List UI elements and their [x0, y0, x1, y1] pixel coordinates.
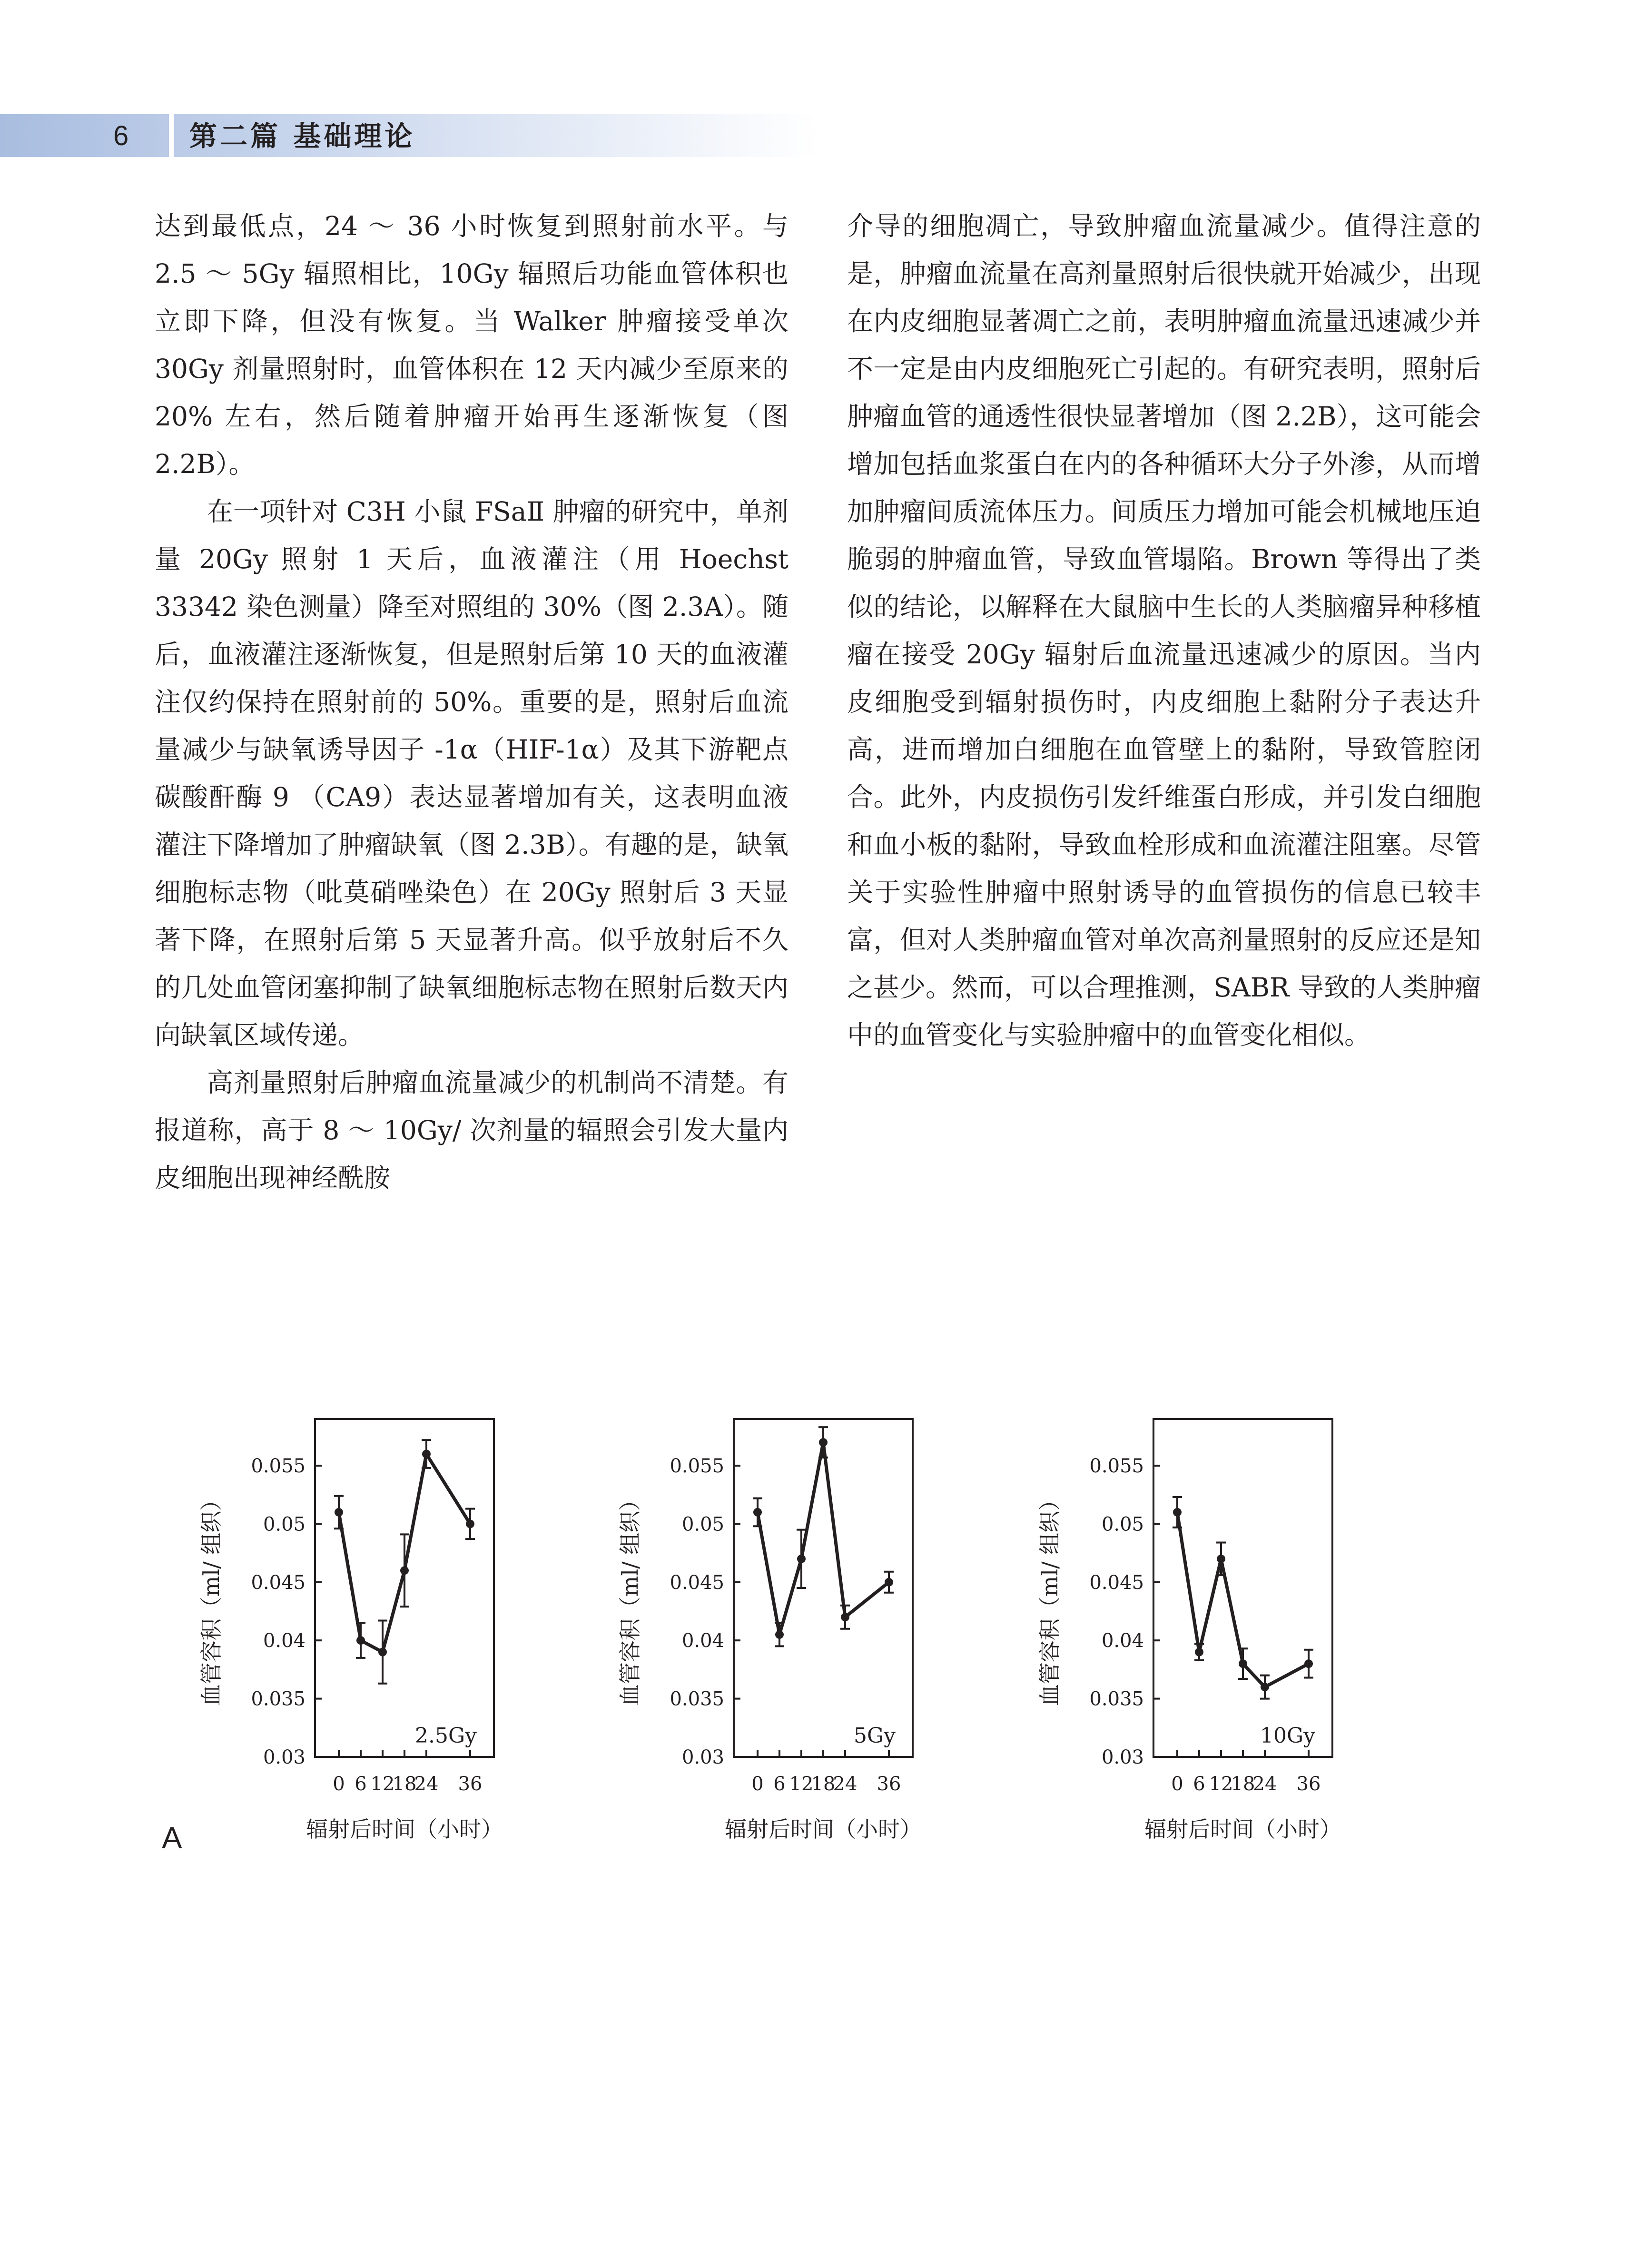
y-tick-label: 0.05 [1101, 1513, 1144, 1536]
header-divider [169, 114, 174, 157]
y-tick-label: 0.05 [681, 1513, 724, 1536]
y-tick-label: 0.045 [1089, 1571, 1144, 1594]
data-point [422, 1450, 431, 1458]
data-point [1195, 1648, 1203, 1657]
data-point [1239, 1659, 1247, 1668]
x-tick-label: 24 [414, 1773, 439, 1795]
section-title: 第二篇 基础理论 [189, 120, 415, 152]
data-point [753, 1508, 762, 1517]
data-point [356, 1636, 365, 1645]
paragraph: 在一项针对 C3H 小鼠 FSaⅡ 肿瘤的研究中，单剂量 20Gy 照射 1 天后，血液灌注（用 Hoechst 33342 染色测量）降至对照组的 30%（图 2.3A）。随后，血液灌注逐渐恢复，但是照射后第 10 天的血液灌注仅约保持在照射前的 50%。重要的是，照射后血流量减少与缺氧诱导因子 -1α（HIF-1α）及其下游靶点碳酸酐酶 9 （CA9）表达显著增加有关，这表明血液灌注下降增加了肿瘤缺氧（图 2.3B）。有趣的是，缺氧细胞标志物（吡莫硝唑染色）在 20Gy 照射后 3 天显著下降，在照射后第 5 天显著升高。似乎放射后不久的几处血管闭塞抑制了缺氧细胞标志物在照射后数天内向缺氧区域传递。 [155, 496, 788, 1050]
y-tick-label: 0.03 [1101, 1746, 1144, 1768]
x-tick-label: 36 [1296, 1773, 1321, 1795]
y-tick-label: 0.04 [681, 1630, 724, 1652]
y-tick-label: 0.045 [251, 1571, 306, 1594]
y-tick-label: 0.04 [1101, 1630, 1144, 1652]
y-tick-label: 0.055 [670, 1455, 724, 1477]
y-tick-label: 0.03 [263, 1746, 306, 1768]
y-axis-label: 血管容积（ml/ 组织） [1037, 1489, 1063, 1706]
data-point [1173, 1508, 1182, 1517]
figure-charts [152, 1409, 1485, 1865]
data-point [1261, 1683, 1269, 1691]
x-tick-label: 18 [811, 1773, 836, 1795]
x-tick-label: 18 [392, 1773, 417, 1795]
data-point [378, 1648, 387, 1657]
left-column [155, 202, 788, 1202]
x-axis-label: 辐射后时间（小时） [306, 1816, 503, 1842]
data-point [1217, 1555, 1225, 1563]
x-tick-label: 12 [370, 1773, 395, 1795]
data-point [335, 1508, 343, 1517]
right-column [847, 202, 1481, 1059]
data-point [1304, 1659, 1313, 1668]
data-point [466, 1519, 474, 1528]
x-tick-label: 12 [789, 1773, 814, 1795]
figure-2-3a [152, 1409, 1485, 1865]
x-tick-label: 18 [1231, 1773, 1255, 1795]
y-axis-label: 血管容积（ml/ 组织） [198, 1489, 224, 1706]
paragraph: 高剂量照射后肿瘤血流量减少的机制尚不清楚。有报道称，高于 8 ～ 10Gy/ 次剂量的辐照会引发大量内皮细胞出现神经酰胺 [155, 1067, 788, 1193]
x-tick-label: 0 [333, 1773, 345, 1795]
x-axis-label: 辐射后时间（小时） [725, 1816, 922, 1842]
x-tick-label: 0 [751, 1773, 764, 1795]
y-axis-label: 血管容积（ml/ 组织） [617, 1489, 643, 1706]
paragraph: 介导的细胞凋亡，导致肿瘤血流量减少。值得注意的是，肿瘤血流量在高剂量照射后很快就开始减少，出现在内皮细胞显著凋亡之前，表明肿瘤血流量迅速减少并不一定是由内皮细胞死亡引起的。有研究表明，照射后肿瘤血管的通透性很快显著增加（图 2.2B），这可能会增加包括血浆蛋白在内的各种循环大分子外渗，从而增加肿瘤间质流体压力。间质压力增加可能会机械地压迫脆弱的肿瘤血管，导致血管塌陷。Brown 等得出了类似的结论，以解释在大鼠脑中生长的人类脑瘤异种移植瘤在接受 20Gy 辐射后血流量迅速减少的原因。当内皮细胞受到辐射损伤时，内皮细胞上黏附分子表达升高，进而增加白细胞在血管壁上的黏附，导致管腔闭合。此外，内皮损伤引发纤维蛋白形成，并引发白细胞和血小板的黏附，导致血栓形成和血流灌注阻塞。尽管关于实验性肿瘤中照射诱导的血管损伤的信息已较丰富，但对人类肿瘤血管对单次高剂量照射的反应还是知之甚少。然而，可以合理推测，SABR 导致的人类肿瘤中的血管变化与实验肿瘤中的血管变化相似。 [847, 211, 1481, 1050]
y-tick-label: 0.03 [681, 1746, 724, 1768]
data-point [400, 1566, 409, 1575]
x-tick-label: 6 [355, 1773, 367, 1795]
chart-panel-10Gy [1037, 1419, 1341, 1842]
x-axis-label: 辐射后时间（小时） [1144, 1816, 1341, 1842]
page-number: 6 [113, 120, 129, 151]
chart-panel-5Gy [617, 1419, 922, 1842]
data-point [885, 1578, 893, 1587]
chart-panel-2.5Gy [198, 1419, 503, 1842]
x-tick-label: 24 [833, 1773, 857, 1795]
paragraph: 达到最低点，24 ～ 36 小时恢复到照射前水平。与 2.5 ～ 5Gy 辐照相比，10Gy 辐照后功能血管体积也立即下降，但没有恢复。当 Walker 肿瘤接受单次 30Gy 剂量照射时，血管体积在 12 天内减少至原来的 20% 左右，然后随着肿瘤开始再生逐渐恢复（图 2.2B）。 [155, 211, 788, 479]
x-tick-label: 6 [773, 1773, 786, 1795]
x-tick-label: 6 [1193, 1773, 1205, 1795]
plot-frame [734, 1419, 913, 1757]
x-tick-label: 0 [1171, 1773, 1183, 1795]
y-tick-label: 0.045 [670, 1571, 724, 1594]
y-tick-label: 0.055 [1089, 1455, 1144, 1477]
y-tick-label: 0.035 [670, 1688, 724, 1710]
x-tick-label: 12 [1209, 1773, 1233, 1795]
plot-frame [1153, 1419, 1332, 1757]
data-point [797, 1555, 806, 1563]
data-point [841, 1613, 849, 1621]
data-point [819, 1438, 828, 1447]
dose-annotation: 2.5Gy [415, 1724, 477, 1748]
x-tick-label: 36 [877, 1773, 901, 1795]
dose-annotation: 10Gy [1260, 1724, 1315, 1748]
y-tick-label: 0.055 [251, 1455, 306, 1477]
x-tick-label: 24 [1252, 1773, 1277, 1795]
data-point [775, 1630, 784, 1639]
y-tick-label: 0.035 [251, 1688, 306, 1710]
series-line [758, 1442, 889, 1635]
y-tick-label: 0.05 [263, 1513, 306, 1536]
x-tick-label: 36 [458, 1773, 483, 1795]
y-tick-label: 0.035 [1089, 1688, 1144, 1710]
panel-label: A [162, 1821, 182, 1855]
dose-annotation: 5Gy [854, 1724, 896, 1748]
y-tick-label: 0.04 [263, 1630, 306, 1652]
